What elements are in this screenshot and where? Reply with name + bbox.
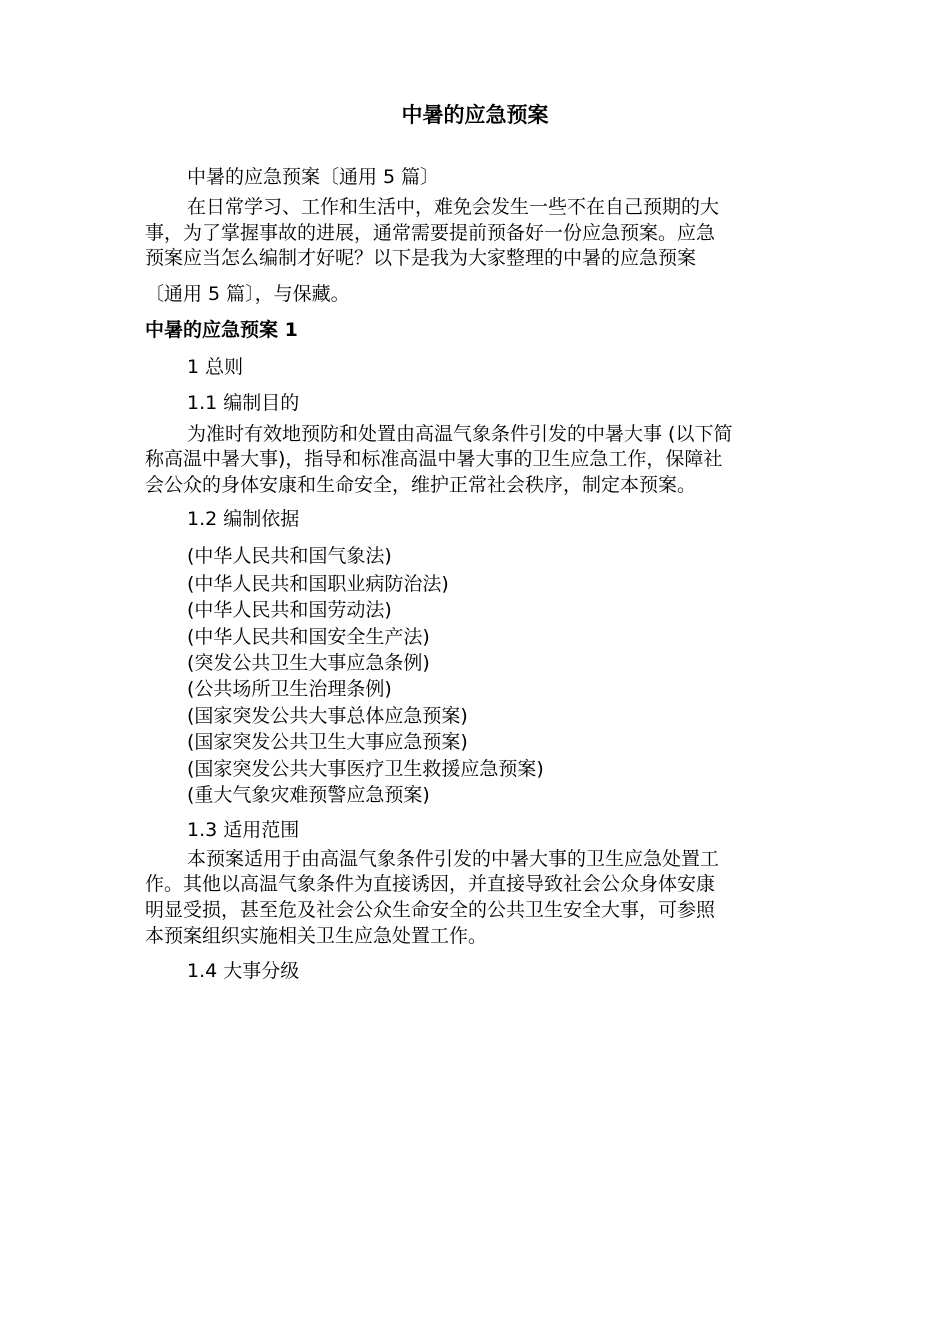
intro-line: 中暑的应急预案〔通用 5 篇〕	[187, 166, 440, 188]
basis-item: (中华人民共和国劳动法)	[187, 599, 392, 621]
purpose-line: 为准时有效地预防和处置由高温气象条件引发的中暑大事 (以下简	[187, 423, 733, 445]
intro-line: 在日常学习、工作和生活中，难免会发生一些不在自己预期的大	[187, 196, 720, 218]
purpose-heading: 1.1 编制目的	[187, 392, 300, 414]
section-heading: 中暑的应急预案 1	[145, 319, 298, 341]
purpose-line: 会公众的身体安康和生命安全，维护正常社会秩序，制定本预案。	[145, 474, 697, 496]
scope-line: 明显受损，甚至危及社会公众生命安全的公共卫生安全大事，可参照	[145, 899, 716, 921]
basis-item: (国家突发公共大事医疗卫生救援应急预案)	[187, 758, 544, 780]
basis-item: (重大气象灾难预警应急预案)	[187, 784, 430, 806]
purpose-line: 称高温中暑大事)，指导和标准高温中暑大事的卫生应急工作，保障社	[145, 448, 723, 470]
basis-item: (中华人民共和国职业病防治法)	[187, 573, 449, 595]
intro-line: 〔通用 5 篇〕，与保藏。	[145, 283, 350, 305]
grading-heading: 1.4 大事分级	[187, 960, 300, 982]
basis-item: (中华人民共和国气象法)	[187, 545, 392, 567]
scope-line: 作。其他以高温气象条件为直接诱因，并直接导致社会公众身体安康	[145, 873, 716, 895]
basis-heading: 1.2 编制依据	[187, 508, 300, 530]
general-heading: 1 总则	[187, 356, 244, 378]
scope-line: 本预案组织实施相关卫生应急处置工作。	[145, 925, 488, 947]
scope-line: 本预案适用于由高温气象条件引发的中暑大事的卫生应急处置工	[187, 848, 720, 870]
document-title: 中暑的应急预案	[401, 103, 549, 127]
basis-item: (公共场所卫生治理条例)	[187, 678, 392, 700]
basis-item: (国家突发公共卫生大事应急预案)	[187, 731, 468, 753]
basis-item: (突发公共卫生大事应急条例)	[187, 652, 430, 674]
basis-item: (国家突发公共大事总体应急预案)	[187, 705, 468, 727]
basis-item: (中华人民共和国安全生产法)	[187, 626, 430, 648]
scope-heading: 1.3 适用范围	[187, 819, 300, 841]
intro-line: 预案应当怎么编制才好呢？以下是我为大家整理的中暑的应急预案	[145, 247, 697, 269]
intro-line: 事，为了掌握事故的进展，通常需要提前预备好一份应急预案。应急	[145, 222, 716, 244]
